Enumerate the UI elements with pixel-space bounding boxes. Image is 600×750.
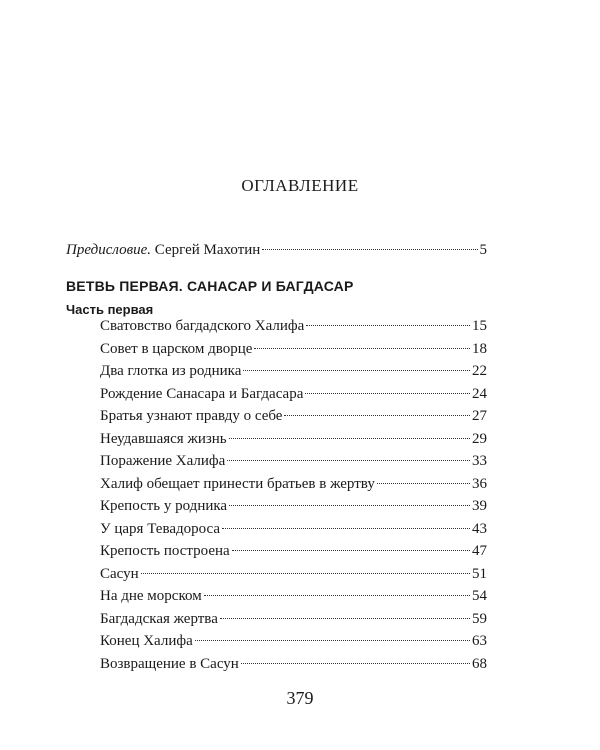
page-number: 43	[472, 520, 487, 537]
toc-entry	[100, 656, 487, 679]
toc-entry	[100, 408, 487, 431]
chapter-title: Сватовство багдадского Халифа	[100, 318, 305, 334]
chapter-title: Крепость построена	[100, 543, 230, 559]
chapter-title: Багдадская жертва	[100, 610, 218, 627]
page-number: 51	[472, 565, 487, 582]
part-heading: Часть первая	[66, 302, 154, 317]
dot-leader	[306, 324, 470, 326]
page-number: 24	[472, 385, 487, 402]
dot-leader	[204, 594, 470, 596]
toc-entry	[100, 611, 487, 634]
chapter-title: Поражение Халифа	[100, 453, 226, 469]
chapter-title: Сасун	[100, 565, 139, 582]
chapter-title: На дне морском	[100, 588, 202, 604]
page-number: 5	[479, 242, 487, 258]
chapter-title: Халиф обещает принести братьев в жертву	[100, 475, 375, 492]
page-number: 29	[472, 430, 487, 447]
toc-entry-preface	[66, 242, 487, 259]
chapter-title: Братья узнают правду о себе	[100, 408, 283, 424]
page-number: 22	[472, 363, 487, 379]
dot-leader	[305, 392, 470, 394]
toc-entry	[100, 386, 487, 409]
page-number: 15	[472, 318, 487, 334]
page-number: 59	[472, 610, 487, 627]
page-number: 39	[472, 498, 487, 514]
toc-entry	[100, 453, 487, 476]
dot-leader	[262, 248, 477, 250]
page-number: 36	[472, 475, 487, 492]
toc-entry	[100, 633, 487, 656]
chapter-title: Два глотка из родника	[100, 363, 242, 379]
chapter-title: Крепость у родника	[100, 498, 228, 514]
toc-entry	[100, 498, 487, 521]
dot-leader	[284, 414, 470, 416]
chapter-title: Неудавшаяся жизнь	[100, 430, 227, 447]
toc-entry	[100, 543, 487, 566]
toc-entry	[100, 566, 487, 589]
toc-title: ОГЛАВЛЕНИЕ	[241, 176, 359, 195]
chapter-title: Совет в царском дворце	[100, 340, 253, 357]
chapter-title: Конец Халифа	[100, 633, 193, 649]
dot-leader	[229, 504, 470, 506]
dot-leader	[241, 662, 470, 664]
dot-leader	[220, 617, 470, 619]
toc-entry	[100, 341, 487, 364]
page-folio: 379	[286, 688, 314, 708]
dot-leader	[243, 369, 470, 371]
page-number: 18	[472, 340, 487, 357]
page-number: 47	[472, 543, 487, 559]
toc-entry	[100, 588, 487, 611]
dot-leader	[227, 459, 470, 461]
chapter-title: У царя Тевадороса	[100, 520, 220, 537]
branch-heading: ВЕТВЬ ПЕРВАЯ. САНАСАР И БАГДАСАР	[66, 278, 354, 294]
toc-entry	[100, 318, 487, 341]
preface-label-italic: Предисловие.	[66, 242, 152, 258]
dot-leader	[222, 527, 470, 529]
dot-leader	[229, 437, 470, 439]
dot-leader	[195, 639, 470, 641]
preface-label	[66, 242, 260, 259]
page-number: 68	[472, 655, 487, 672]
dot-leader	[377, 482, 470, 484]
toc-entry	[100, 431, 487, 454]
page-number: 54	[472, 588, 487, 604]
chapter-title: Возвращение в Сасун	[100, 655, 239, 672]
toc-entry	[100, 476, 487, 499]
page-number: 33	[472, 453, 487, 469]
dot-leader	[232, 549, 470, 551]
chapter-title: Рождение Санасара и Багдасара	[100, 385, 304, 402]
toc-entry	[100, 521, 487, 544]
preface-author: Сергей Махотин	[151, 242, 261, 258]
toc-entry	[100, 363, 487, 386]
dot-leader	[254, 347, 470, 349]
page-number: 27	[472, 408, 487, 424]
dot-leader	[141, 572, 470, 574]
page-number: 63	[472, 633, 487, 649]
chapter-list	[100, 318, 487, 678]
